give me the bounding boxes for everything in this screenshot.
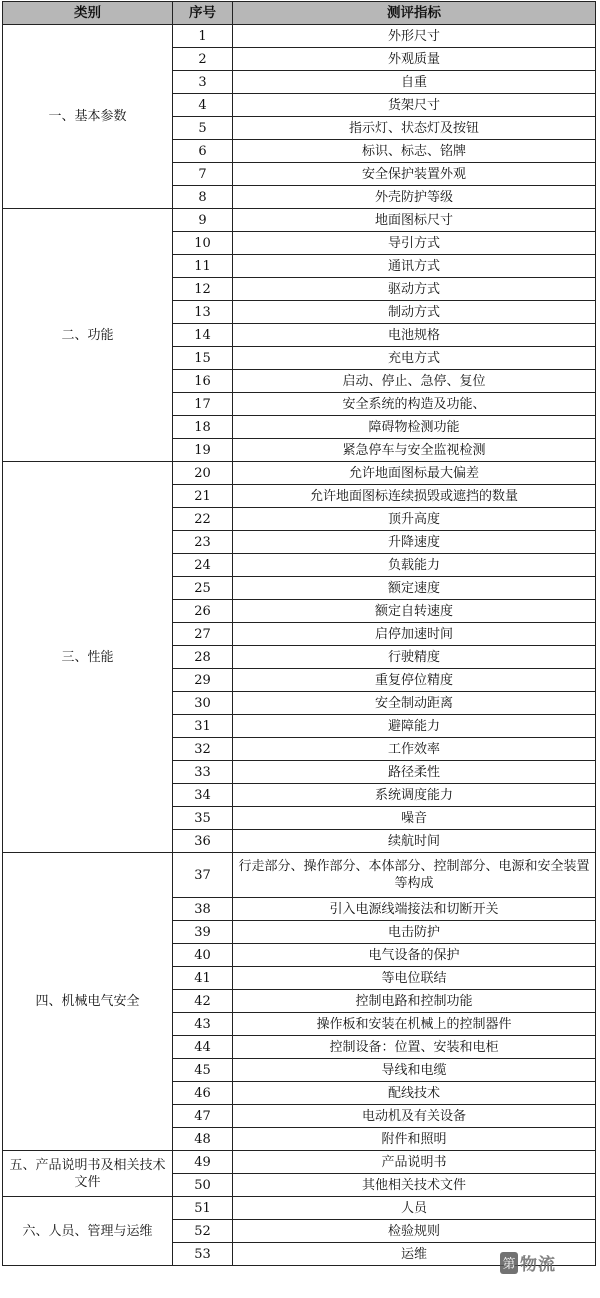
category-cell: 二、功能 bbox=[3, 209, 173, 462]
category-cell: 六、人员、管理与运维 bbox=[3, 1197, 173, 1266]
item-number: 30 bbox=[173, 692, 233, 715]
item-number: 21 bbox=[173, 485, 233, 508]
item-number: 16 bbox=[173, 370, 233, 393]
item-number: 3 bbox=[173, 71, 233, 94]
item-number: 24 bbox=[173, 554, 233, 577]
item-number: 34 bbox=[173, 784, 233, 807]
item-number: 41 bbox=[173, 967, 233, 990]
item-number: 32 bbox=[173, 738, 233, 761]
item-indicator: 电击防护 bbox=[233, 921, 596, 944]
item-indicator: 顶升高度 bbox=[233, 508, 596, 531]
item-indicator: 外形尺寸 bbox=[233, 25, 596, 48]
item-number: 28 bbox=[173, 646, 233, 669]
item-indicator: 自重 bbox=[233, 71, 596, 94]
item-number: 46 bbox=[173, 1082, 233, 1105]
item-indicator: 导引方式 bbox=[233, 232, 596, 255]
item-indicator: 附件和照明 bbox=[233, 1128, 596, 1151]
item-number: 38 bbox=[173, 898, 233, 921]
item-indicator: 配线技术 bbox=[233, 1082, 596, 1105]
item-indicator: 充电方式 bbox=[233, 347, 596, 370]
table-row bbox=[3, 25, 596, 48]
item-indicator: 避障能力 bbox=[233, 715, 596, 738]
item-number: 23 bbox=[173, 531, 233, 554]
item-indicator: 标识、标志、铭牌 bbox=[233, 140, 596, 163]
item-number: 15 bbox=[173, 347, 233, 370]
item-indicator: 额定自转速度 bbox=[233, 600, 596, 623]
item-indicator: 引入电源线端接法和切断开关 bbox=[233, 898, 596, 921]
item-indicator: 行驶精度 bbox=[233, 646, 596, 669]
category-cell: 三、性能 bbox=[3, 462, 173, 853]
item-indicator: 系统调度能力 bbox=[233, 784, 596, 807]
item-indicator: 控制电路和控制功能 bbox=[233, 990, 596, 1013]
table-row bbox=[3, 1197, 596, 1220]
item-number: 36 bbox=[173, 830, 233, 853]
item-indicator: 导线和电缆 bbox=[233, 1059, 596, 1082]
item-indicator: 允许地面图标最大偏差 bbox=[233, 462, 596, 485]
item-number: 51 bbox=[173, 1197, 233, 1220]
item-number: 19 bbox=[173, 439, 233, 462]
item-number: 42 bbox=[173, 990, 233, 1013]
item-number: 25 bbox=[173, 577, 233, 600]
item-indicator: 电池规格 bbox=[233, 324, 596, 347]
table-body bbox=[3, 25, 596, 1266]
table-row bbox=[3, 853, 596, 898]
item-number: 29 bbox=[173, 669, 233, 692]
item-indicator: 额定速度 bbox=[233, 577, 596, 600]
item-indicator: 制动方式 bbox=[233, 301, 596, 324]
item-number: 12 bbox=[173, 278, 233, 301]
item-indicator: 通讯方式 bbox=[233, 255, 596, 278]
item-number: 37 bbox=[173, 853, 233, 898]
item-number: 31 bbox=[173, 715, 233, 738]
item-number: 9 bbox=[173, 209, 233, 232]
header-indicator: 测评指标 bbox=[233, 2, 596, 25]
item-number: 7 bbox=[173, 163, 233, 186]
item-indicator: 其他相关技术文件 bbox=[233, 1174, 596, 1197]
item-indicator: 负载能力 bbox=[233, 554, 596, 577]
item-number: 1 bbox=[173, 25, 233, 48]
item-number: 18 bbox=[173, 416, 233, 439]
item-number: 10 bbox=[173, 232, 233, 255]
item-number: 35 bbox=[173, 807, 233, 830]
item-number: 50 bbox=[173, 1174, 233, 1197]
item-indicator: 等电位联结 bbox=[233, 967, 596, 990]
item-indicator: 地面图标尺寸 bbox=[233, 209, 596, 232]
header-category: 类别 bbox=[3, 2, 173, 25]
table-row bbox=[3, 209, 596, 232]
item-indicator: 控制设备：位置、安装和电柜 bbox=[233, 1036, 596, 1059]
item-indicator: 产品说明书 bbox=[233, 1151, 596, 1174]
item-indicator: 人员 bbox=[233, 1197, 596, 1220]
item-number: 5 bbox=[173, 117, 233, 140]
item-indicator: 启动、停止、急停、复位 bbox=[233, 370, 596, 393]
item-number: 22 bbox=[173, 508, 233, 531]
item-indicator: 升降速度 bbox=[233, 531, 596, 554]
evaluation-table bbox=[2, 1, 596, 1266]
header-no: 序号 bbox=[173, 2, 233, 25]
item-indicator: 运维 bbox=[233, 1243, 596, 1266]
item-number: 39 bbox=[173, 921, 233, 944]
item-indicator: 检验规则 bbox=[233, 1220, 596, 1243]
item-indicator: 允许地面图标连续损毁或遮挡的数量 bbox=[233, 485, 596, 508]
item-indicator: 电动机及有关设备 bbox=[233, 1105, 596, 1128]
table-header-row bbox=[3, 2, 596, 25]
item-number: 53 bbox=[173, 1243, 233, 1266]
item-number: 48 bbox=[173, 1128, 233, 1151]
item-number: 26 bbox=[173, 600, 233, 623]
item-number: 20 bbox=[173, 462, 233, 485]
item-indicator: 电气设备的保护 bbox=[233, 944, 596, 967]
watermark-text: 物流 bbox=[520, 1255, 556, 1275]
watermark-mark: 第 bbox=[500, 1252, 518, 1274]
category-cell: 四、机械电气安全 bbox=[3, 853, 173, 1151]
item-indicator: 路径柔性 bbox=[233, 761, 596, 784]
item-number: 33 bbox=[173, 761, 233, 784]
item-number: 47 bbox=[173, 1105, 233, 1128]
item-indicator: 货架尺寸 bbox=[233, 94, 596, 117]
item-number: 49 bbox=[173, 1151, 233, 1174]
item-indicator: 行走部分、操作部分、本体部分、控制部分、电源和安全装置等构成 bbox=[233, 853, 596, 898]
item-indicator: 噪音 bbox=[233, 807, 596, 830]
item-number: 52 bbox=[173, 1220, 233, 1243]
item-indicator: 紧急停车与安全监视检测 bbox=[233, 439, 596, 462]
item-indicator: 启停加速时间 bbox=[233, 623, 596, 646]
item-number: 14 bbox=[173, 324, 233, 347]
category-cell: 五、产品说明书及相关技术文件 bbox=[3, 1151, 173, 1197]
category-cell: 一、基本参数 bbox=[3, 25, 173, 209]
item-number: 4 bbox=[173, 94, 233, 117]
item-indicator: 外壳防护等级 bbox=[233, 186, 596, 209]
item-indicator: 驱动方式 bbox=[233, 278, 596, 301]
item-number: 40 bbox=[173, 944, 233, 967]
item-indicator: 重复停位精度 bbox=[233, 669, 596, 692]
table-row bbox=[3, 1151, 596, 1174]
item-indicator: 安全制动距离 bbox=[233, 692, 596, 715]
item-number: 2 bbox=[173, 48, 233, 71]
item-indicator: 外观质量 bbox=[233, 48, 596, 71]
item-indicator: 安全保护装置外观 bbox=[233, 163, 596, 186]
item-number: 8 bbox=[173, 186, 233, 209]
item-indicator: 操作板和安装在机械上的控制器件 bbox=[233, 1013, 596, 1036]
item-number: 43 bbox=[173, 1013, 233, 1036]
item-number: 17 bbox=[173, 393, 233, 416]
watermark-logo bbox=[500, 1250, 556, 1275]
item-indicator: 障碍物检测功能 bbox=[233, 416, 596, 439]
item-number: 45 bbox=[173, 1059, 233, 1082]
item-number: 11 bbox=[173, 255, 233, 278]
item-indicator: 工作效率 bbox=[233, 738, 596, 761]
item-number: 27 bbox=[173, 623, 233, 646]
table-row bbox=[3, 462, 596, 485]
item-indicator: 续航时间 bbox=[233, 830, 596, 853]
item-number: 44 bbox=[173, 1036, 233, 1059]
item-number: 6 bbox=[173, 140, 233, 163]
item-number: 13 bbox=[173, 301, 233, 324]
item-indicator: 安全系统的构造及功能、 bbox=[233, 393, 596, 416]
item-indicator: 指示灯、状态灯及按钮 bbox=[233, 117, 596, 140]
